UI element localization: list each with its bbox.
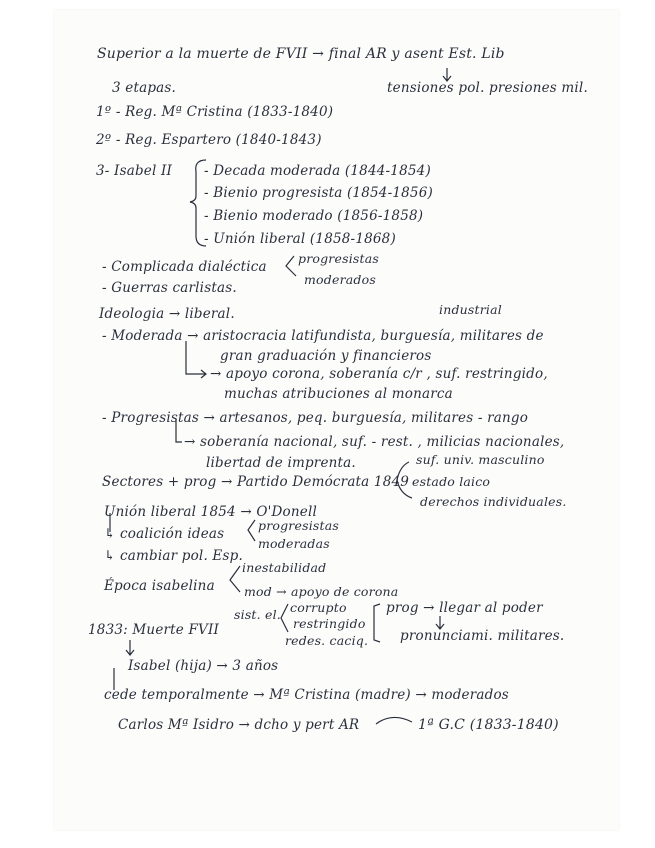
note-line: prog → llegar al poder	[386, 600, 543, 616]
note-line: gran graduación y financieros	[220, 348, 432, 364]
note-line: libertad de imprenta.	[206, 455, 356, 471]
note-line: industrial	[439, 302, 502, 317]
note-line: - Bienio moderado (1856-1858)	[204, 208, 424, 224]
note-line: moderados	[304, 272, 376, 287]
note-line: Ideologia → liberal.	[99, 306, 235, 322]
note-line: 1ª G.C (1833-1840)	[418, 717, 559, 733]
note-line: muchas atribuciones al monarca	[224, 386, 453, 402]
note-line: estado laico	[412, 474, 491, 489]
note-line: mod → apoyo de corona	[244, 584, 399, 599]
note-line: inestabilidad	[242, 560, 327, 575]
note-line: - Guerras carlistas.	[102, 280, 237, 296]
note-line: Unión liberal 1854 → O'Donell	[104, 504, 317, 520]
note-line: progresistas	[258, 518, 339, 533]
note-line: derechos individuales.	[420, 494, 567, 509]
note-line: Isabel (hija) → 3 años	[128, 658, 279, 674]
note-line: restringido	[293, 616, 366, 631]
note-line: redes. caciq.	[285, 633, 369, 648]
note-line: 1º - Reg. Mª Cristina (1833-1840)	[96, 104, 334, 120]
note-line: 3 etapas.	[112, 80, 177, 96]
note-line: progresistas	[298, 251, 379, 266]
note-line: corrupto	[290, 600, 347, 615]
note-line: suf. univ. masculino	[416, 452, 545, 467]
note-line: - Moderada → aristocracia latifundista, burguesía, militares de	[102, 328, 544, 344]
note-line: Época isabelina	[104, 578, 215, 594]
note-line: - Complicada dialéctica	[102, 259, 267, 275]
note-line: tensiones pol. presiones mil.	[387, 80, 588, 96]
note-line: → apoyo corona, soberanía c/r , suf. restringido,	[210, 366, 548, 382]
note-line: 2º - Reg. Espartero (1840-1843)	[96, 132, 322, 148]
note-title: Superior a la muerte de FVII → final AR y asent Est. Lib	[97, 46, 505, 62]
note-line: - Unión liberal (1858-1868)	[204, 231, 396, 247]
note-line: cede temporalmente → Mª Cristina (madre) → moderados	[104, 687, 509, 703]
note-line: pronunciami. militares.	[400, 628, 565, 644]
note-line: ↳ cambiar pol. Esp.	[104, 548, 243, 564]
note-line: moderadas	[258, 536, 330, 551]
note-line: 1833: Muerte FVII	[88, 622, 220, 638]
note-line: Carlos Mª Isidro → dcho y pert AR	[118, 717, 360, 733]
note-line: 3- Isabel II	[96, 163, 173, 179]
note-line: → soberanía nacional, suf. - rest. , milicias nacionales,	[184, 434, 565, 450]
note-line: Sectores + prog → Partido Demócrata 1849	[102, 474, 410, 490]
note-line: - Progresistas → artesanos, peq. burguesía, militares - rango	[102, 410, 529, 426]
note-line: - Bienio progresista (1854-1856)	[204, 185, 433, 201]
note-line: sist. el.	[234, 607, 281, 622]
note-line: ↳ coalición ideas	[104, 526, 225, 542]
note-line: - Decada moderada (1844-1854)	[204, 163, 431, 179]
